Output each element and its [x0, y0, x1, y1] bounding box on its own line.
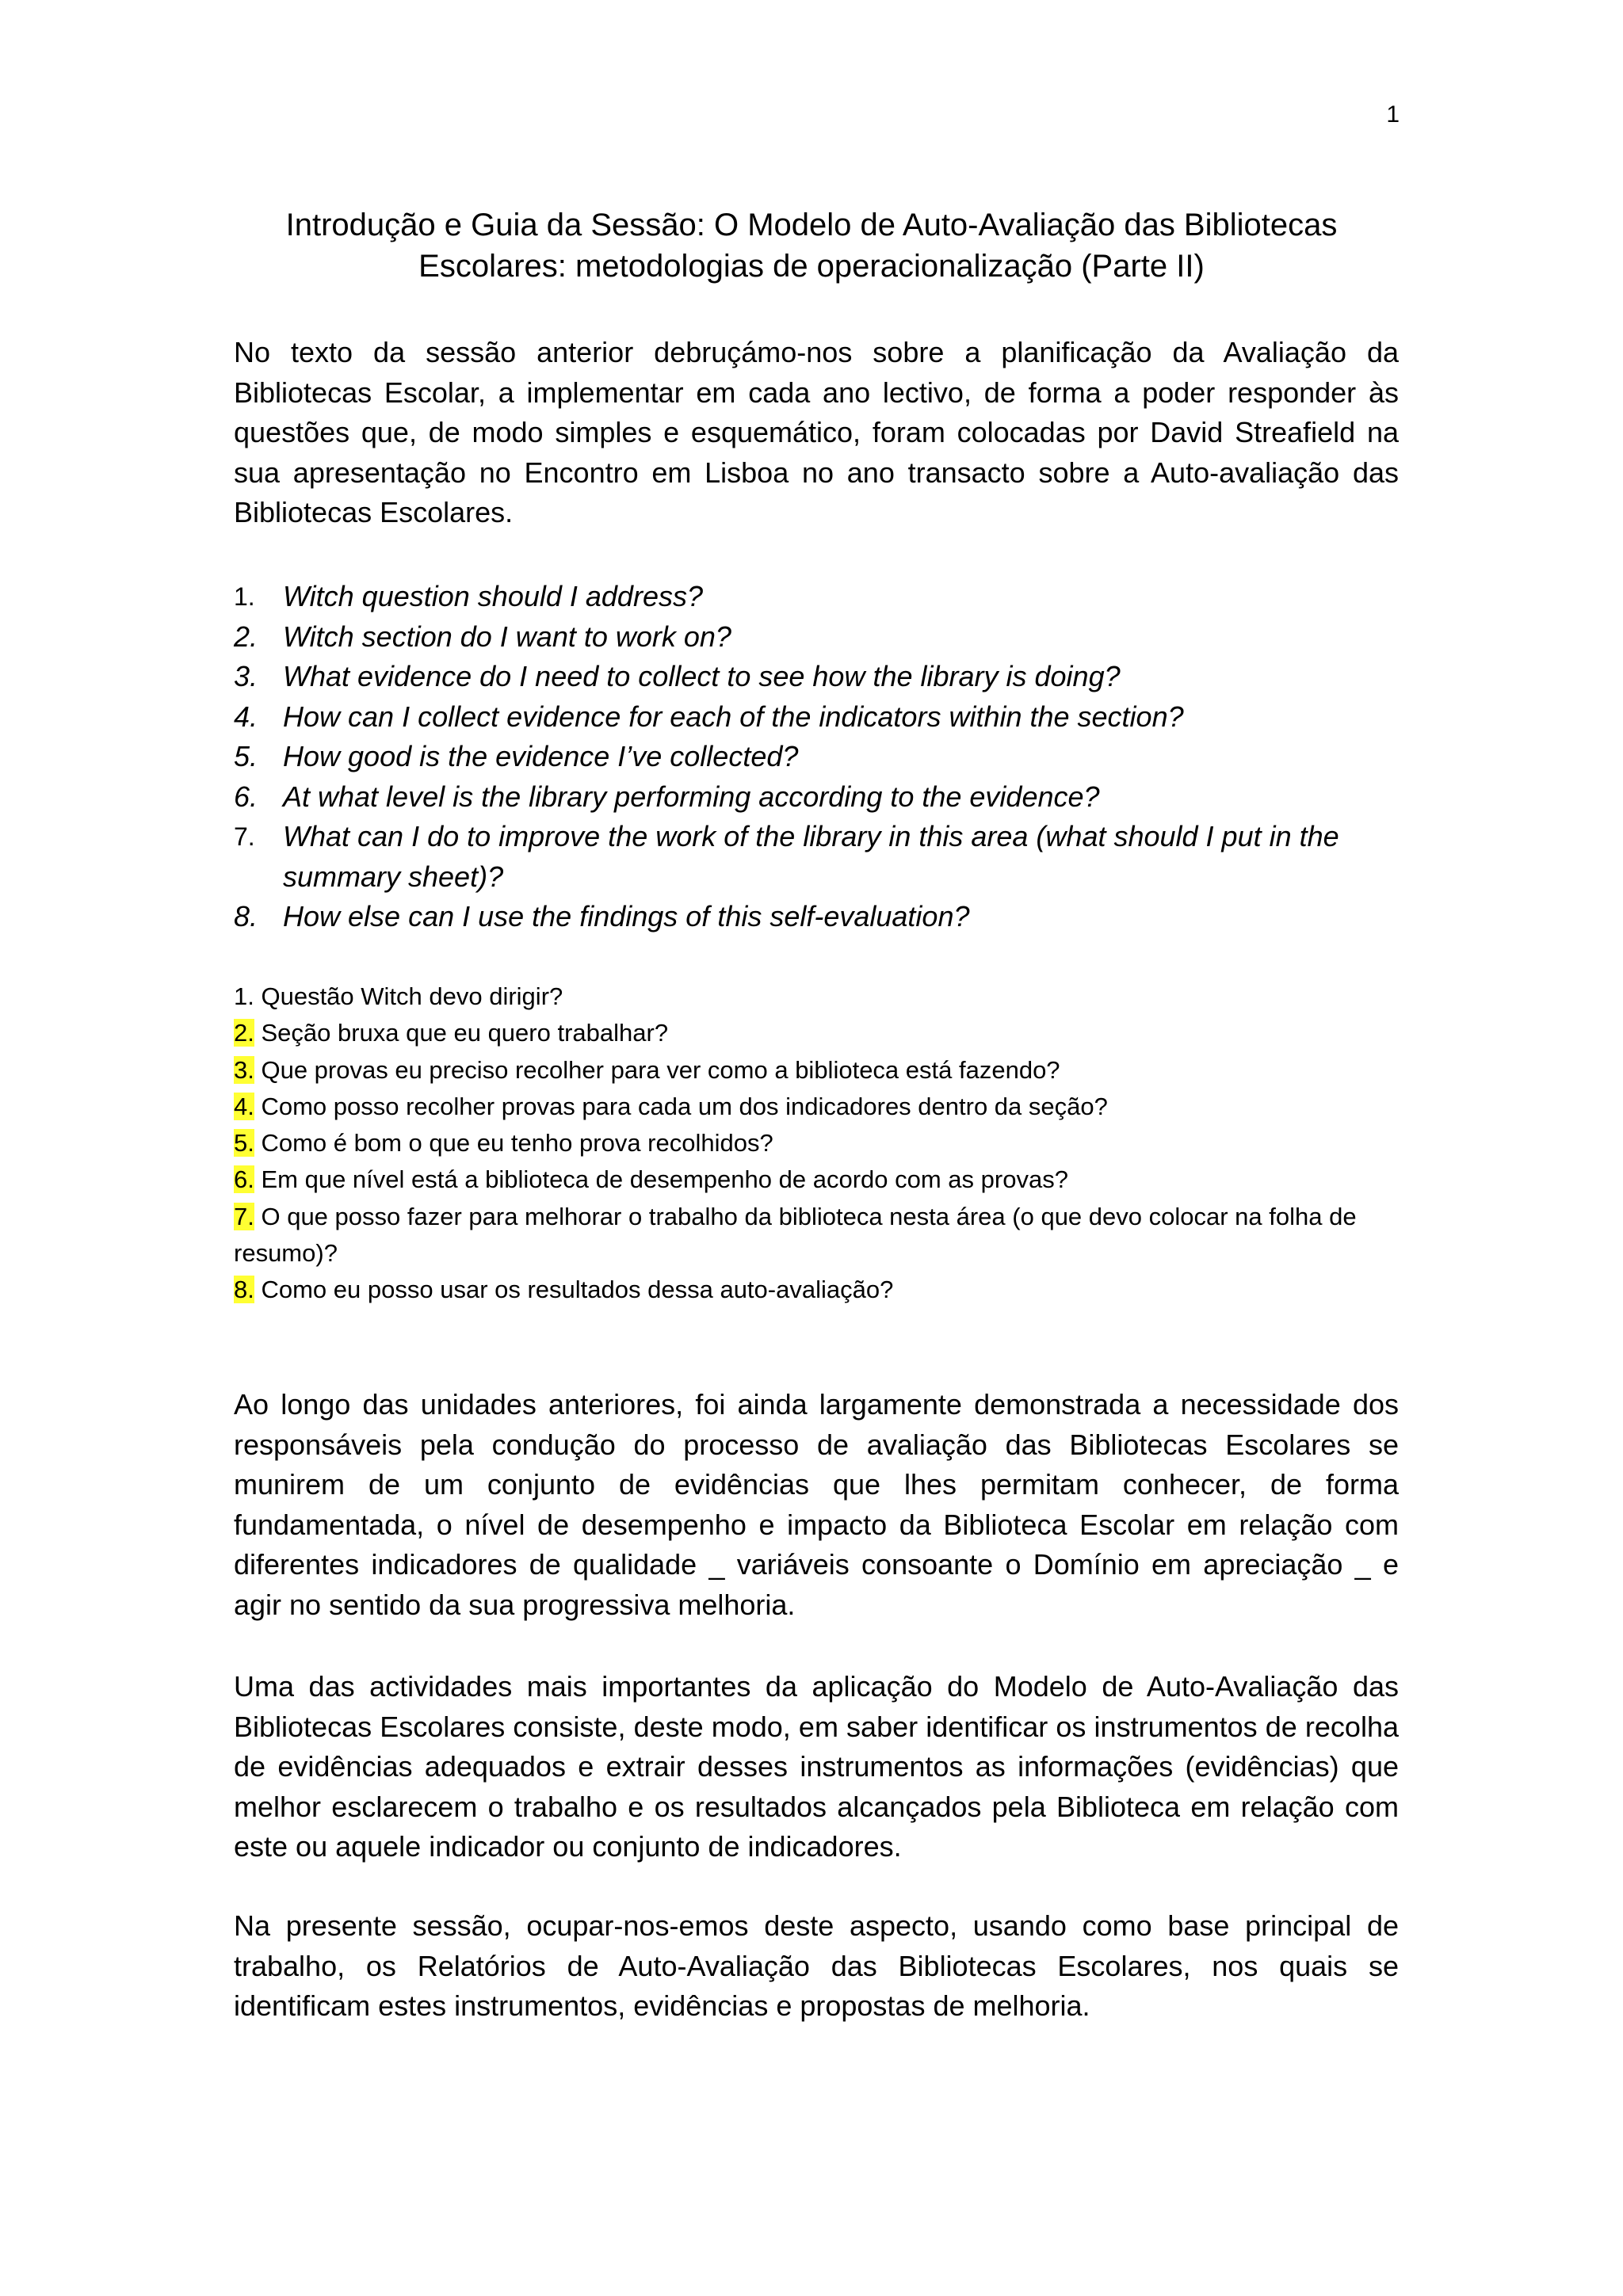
- list-item: 5. How good is the evidence I’ve collected?: [234, 740, 799, 772]
- intro-paragraph: No texto da sessão anterior debruçámo-nos sobre a planificação da Avaliação da Bibliotecas Escolar, a implementar em cada ano lectivo, de forma a poder responder às questões que, de modo simples e esquemático, foram colocadas por David Streafield na sua apresentação no Encontro em Lisboa no ano transacto sobre a Auto-avaliação das Bibliotecas Escolares.: [234, 336, 1399, 528]
- list-item: 7. What can I do to improve the work of the library in this area (what should I put in the summary sheet)?: [234, 820, 1339, 893]
- english-questions-list: [234, 577, 1399, 937]
- list-item: 3. What evidence do I need to collect to see how the library is doing?: [234, 660, 1121, 692]
- page-number: 1: [1386, 101, 1400, 128]
- paragraph-instruments: Uma das actividades mais importantes da aplicação do Modelo de Auto-Avaliação das Bibliotecas Escolares consiste, deste modo, em saber identificar os instrumentos de recolha de evidências adequados e extrair desses instrumentos as informações (evidências) que melhor esclarecem o trabalho e os resultados alcançados pela Biblioteca em relação com este ou aquele indicador ou conjunto de indicadores.: [234, 1670, 1399, 1863]
- list-item: 3. Que provas eu preciso recolher para ver como a biblioteca está fazendo?: [234, 1055, 1060, 1084]
- list-item: 6. Em que nível está a biblioteca de desempenho de acordo com as provas?: [234, 1165, 1068, 1194]
- list-item: 8. How else can I use the findings of this self-evaluation?: [234, 900, 970, 933]
- list-item: 4. How can I collect evidence for each of the indicators within the section?: [234, 700, 1184, 733]
- list-item: 2. Seção bruxa que eu quero trabalhar?: [234, 1019, 669, 1047]
- paragraph-present-session: Na presente sessão, ocupar-nos-emos deste aspecto, usando como base principal de trabalho, os Relatórios de Auto-Avaliação das Bibliotecas Escolares, nos quais se identificam estes instrumentos, evidências e propostas de melhoria.: [234, 1909, 1399, 2022]
- list-item: 1. Questão Witch devo dirigir?: [234, 982, 563, 1010]
- portuguese-questions-list: [234, 978, 1399, 1309]
- list-item: 4. Como posso recolher provas para cada um dos indicadores dentro da seção?: [234, 1092, 1108, 1120]
- list-item: 2. Witch section do I want to work on?: [234, 620, 731, 653]
- paragraph-evidence-need: Ao longo das unidades anteriores, foi ainda largamente demonstrada a necessidade dos responsáveis pela condução do processo de avaliação das Bibliotecas Escolares se munirem de um conjunto de evidências que lhes permitam conhecer, de forma fundamentada, o nível de desempenho e impacto da Biblioteca Escolar em relação com diferentes indicadores de qualidade _ variáveis consoante o Domínio em apreciação _ e agir no sentido da sua progressiva melhoria.: [234, 1388, 1399, 1621]
- list-item: 5. Como é bom o que eu tenho prova recolhidos?: [234, 1129, 773, 1158]
- list-item: 7. O que posso fazer para melhorar o trabalho da biblioteca nesta área (o que devo colocar na folha de resumo)?: [234, 1202, 1357, 1268]
- list-item: 1. Witch question should I address?: [234, 580, 703, 612]
- document-title: Introdução e Guia da Sessão: O Modelo de Auto-Avaliação das Bibliotecas Escolares: metodologias de operacionalização (Parte II): [285, 208, 1338, 284]
- list-item: 8. Como eu posso usar os resultados dessa auto-avaliação?: [234, 1276, 894, 1304]
- list-item: 6. At what level is the library performing according to the evidence?: [234, 780, 1100, 813]
